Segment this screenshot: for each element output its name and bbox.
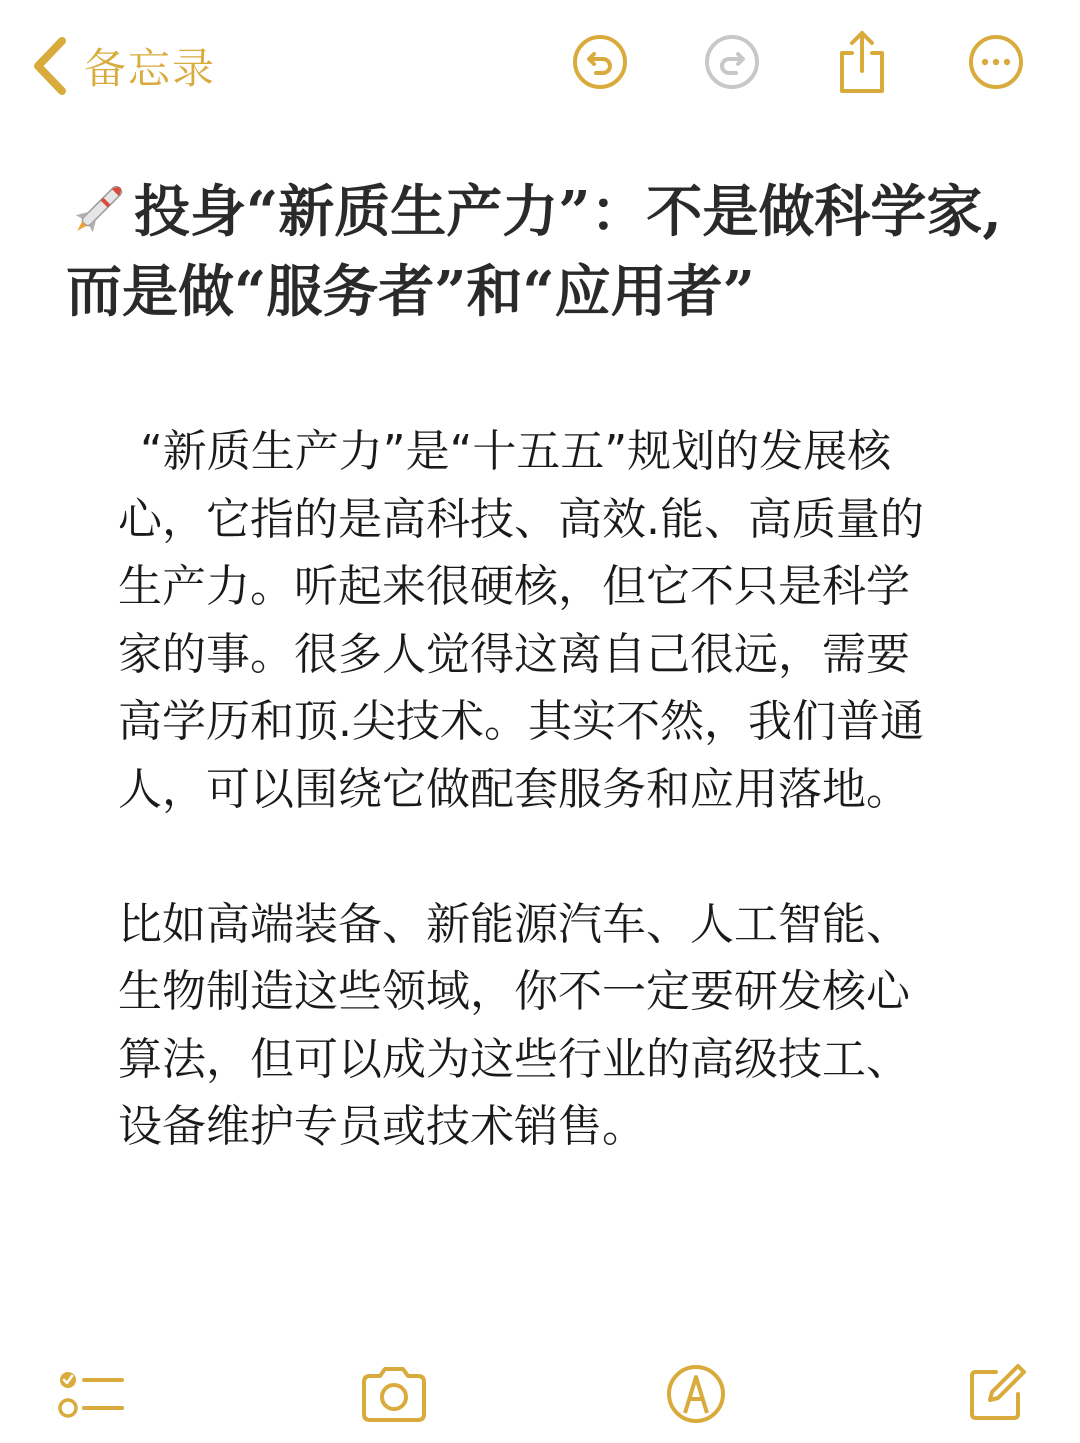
note-title[interactable] xyxy=(66,172,1056,332)
redo-button[interactable] xyxy=(700,30,764,94)
camera-icon xyxy=(358,1364,430,1424)
markup-button[interactable] xyxy=(660,1358,732,1430)
checklist-button[interactable] xyxy=(56,1358,128,1430)
more-icon xyxy=(966,32,1026,92)
rocket-icon xyxy=(66,183,128,239)
undo-icon xyxy=(570,32,630,92)
note-paragraph: “新质生产力”是“十五五”规划的发展核心，它指的是高科技、高效.能、高质量的生产力。听起来很硬核，但它不只是科学家的事。很多人觉得这离自己很远，需要高学历和顶.尖技术。其实不然，我们普通人，可以围绕它做配套服务和应用落地。 xyxy=(118,426,924,815)
camera-button[interactable] xyxy=(358,1358,430,1430)
more-button[interactable] xyxy=(964,30,1028,94)
back-button[interactable] xyxy=(28,34,216,98)
share-icon xyxy=(832,29,892,95)
chevron-left-icon xyxy=(28,35,70,97)
note-body[interactable] xyxy=(118,418,948,1161)
compose-icon xyxy=(962,1360,1030,1428)
redo-icon xyxy=(702,32,762,92)
navigation-bar xyxy=(0,0,1080,130)
note-paragraph: 比如高端装备、新能源汽车、人工智能、生物制造这些领域，你不一定要研发核心算法，但可以成为这些行业的高级技工、设备维护专员或技术销售。 xyxy=(118,898,910,1152)
share-button[interactable] xyxy=(830,30,894,94)
checklist-icon xyxy=(56,1364,128,1424)
note-title-text: 投身“新质生产力”：不是做科学家,而是做“服务者”和“应用者” xyxy=(66,179,1002,325)
compose-button[interactable] xyxy=(960,1358,1032,1430)
markup-icon xyxy=(663,1361,729,1427)
bottom-toolbar xyxy=(0,1340,1080,1440)
undo-button[interactable] xyxy=(568,30,632,94)
back-label: 备忘录 xyxy=(84,44,217,93)
